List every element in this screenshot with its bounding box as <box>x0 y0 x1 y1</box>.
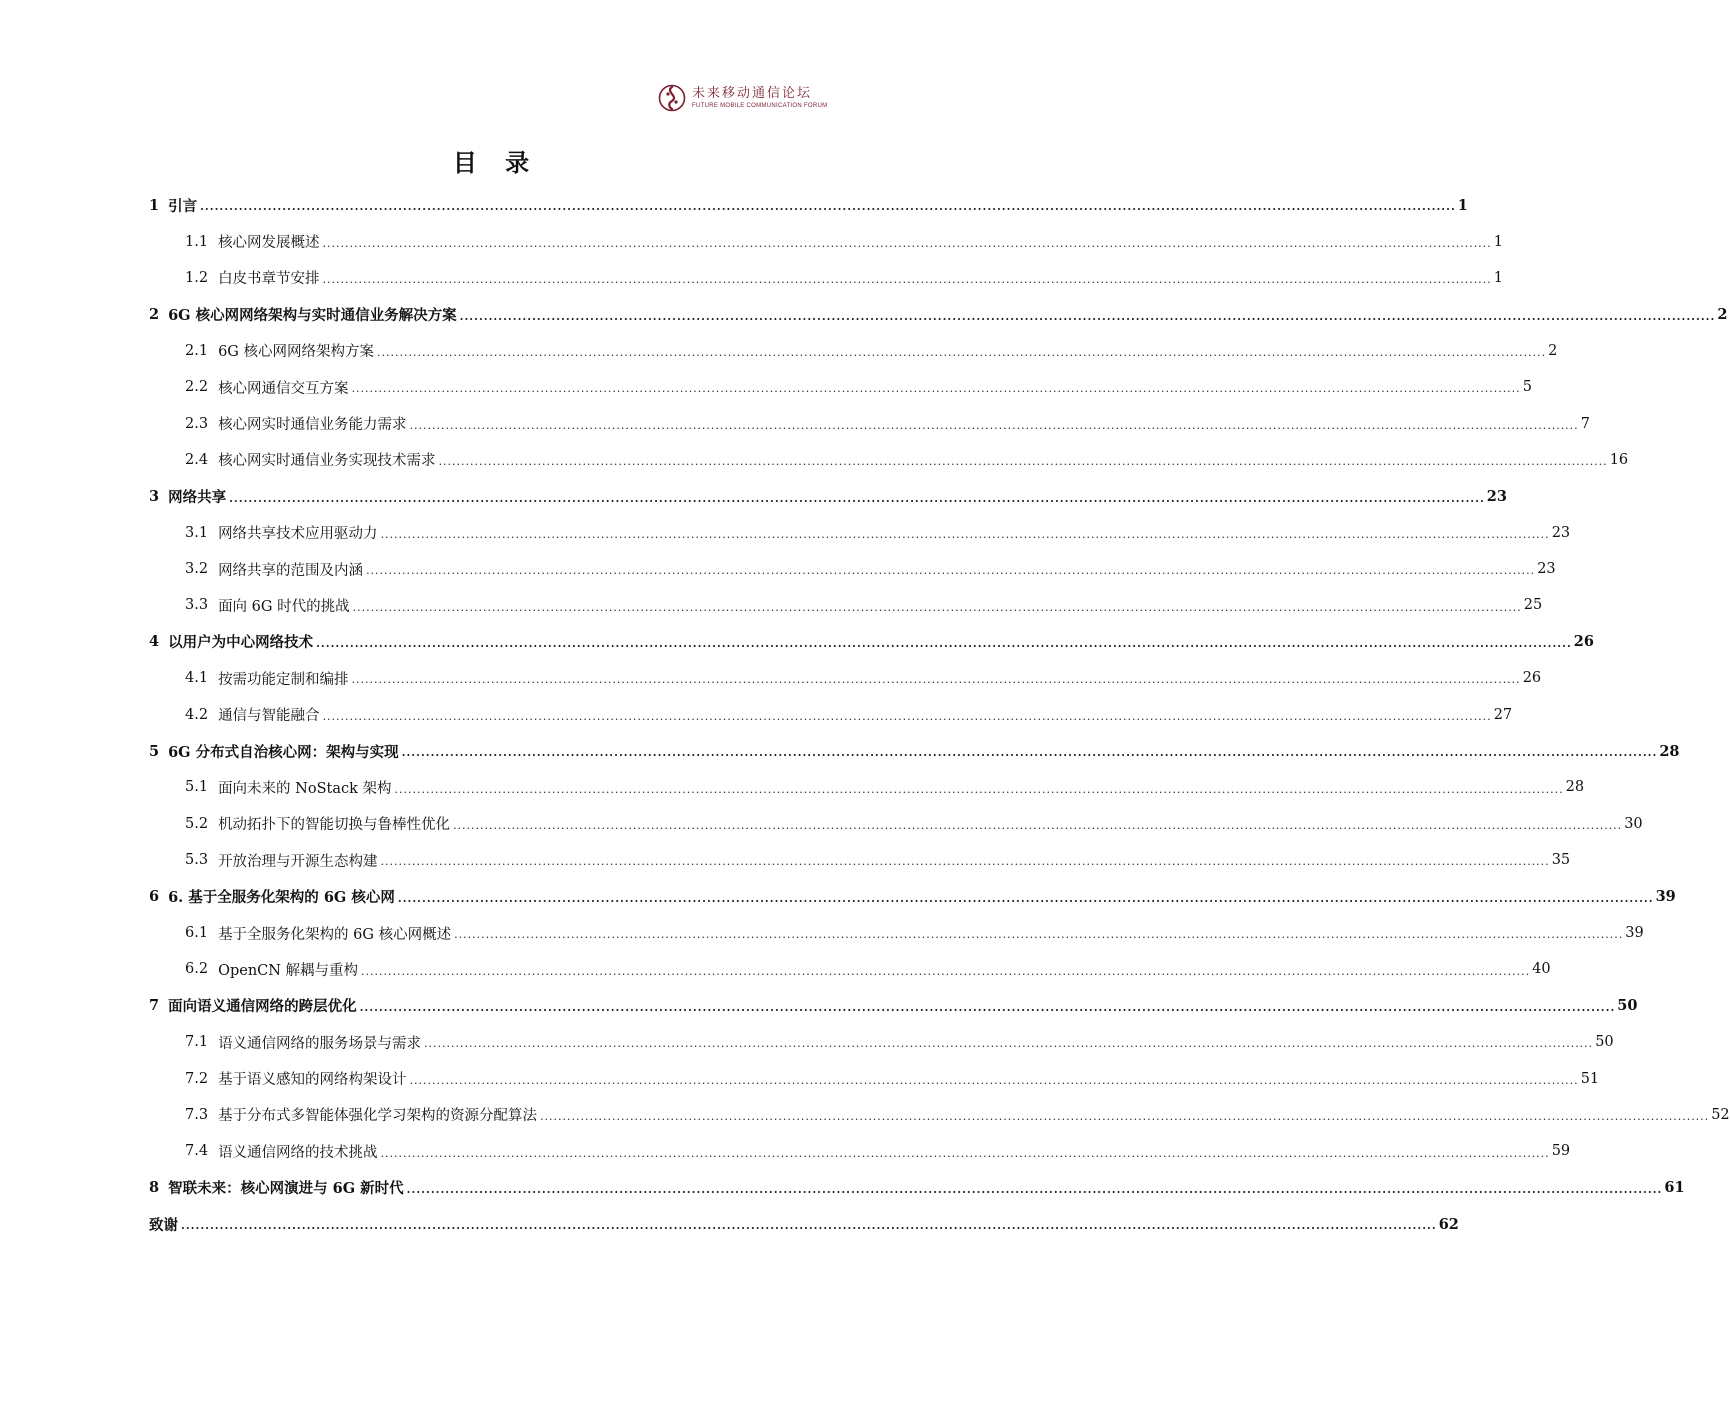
toc-entry-number: 6.2 <box>185 961 209 978</box>
toc-section-entry[interactable] <box>149 1024 1614 1060</box>
toc-page-number: 39 <box>1625 925 1644 941</box>
toc-page-number: 23 <box>1551 524 1571 541</box>
toc-entry-number: 3 <box>149 487 160 505</box>
toc-dot-leader: .................................................................................................................................................................................................................................................................... <box>322 236 1492 250</box>
toc-entry-title: 6G 核心网网络架构与实时通信业务解决方案 <box>168 306 457 324</box>
toc-entry-number: 3.2 <box>185 561 209 578</box>
toc-entry-number: 3.3 <box>185 597 209 614</box>
toc-section-entry[interactable] <box>149 660 1542 696</box>
toc-entry-number: 2 <box>149 305 160 323</box>
toc-dot-leader: .................................................................................................................................................................................................................................................................... <box>397 891 1654 905</box>
table-of-contents <box>149 187 1730 1242</box>
toc-page-number: 25 <box>1523 597 1543 614</box>
toc-dot-leader: .................................................................................................................................................................................................................................................................... <box>352 600 1522 614</box>
toc-page-number: 50 <box>1617 997 1638 1015</box>
toc-page-number: 35 <box>1551 852 1571 869</box>
toc-entry-title: 智联未来：核心网演进与 6G 新时代 <box>168 1180 404 1198</box>
toc-section-entry[interactable] <box>149 915 1644 951</box>
toc-entry-number: 2.3 <box>185 415 209 432</box>
toc-entry-title: 面向语义通信网络的跨层优化 <box>168 998 357 1016</box>
toc-entry-title: 网络共享 <box>168 488 227 506</box>
toc-page-number: 7 <box>1580 415 1590 432</box>
toc-dot-leader: .................................................................................................................................................................................................................................................................... <box>351 673 1521 687</box>
toc-section-entry[interactable] <box>149 551 1556 587</box>
toc-section-entry[interactable] <box>149 333 1558 369</box>
toc-section-entry[interactable] <box>149 260 1503 296</box>
toc-dot-leader: .................................................................................................................................................................................................................................................................... <box>322 709 1492 723</box>
toc-entry-title: 基于分布式多智能体强化学习架构的资源分配算法 <box>218 1108 538 1125</box>
toc-section-entry[interactable] <box>149 1060 1600 1096</box>
toc-section-entry[interactable] <box>149 806 1643 842</box>
toc-entry-title: 机动拓扑下的智能切换与鲁棒性优化 <box>218 817 451 834</box>
toc-entry-title: 语义通信网络的技术挑战 <box>218 1144 378 1161</box>
toc-chapter-entry[interactable] <box>149 187 1468 223</box>
toc-entry-title: OpenCN 解耦与重构 <box>218 962 359 979</box>
toc-chapter-entry[interactable] <box>149 296 1728 332</box>
toc-section-entry[interactable] <box>149 1097 1730 1133</box>
toc-page-number: 26 <box>1522 670 1542 687</box>
toc-page-number: 2 <box>1717 305 1728 323</box>
toc-dot-leader: .................................................................................................................................................................................................................................................................... <box>229 491 1485 505</box>
forum-logo <box>658 82 838 114</box>
toc-entry-number: 5 <box>149 742 160 760</box>
toc-entry-number: 1 <box>149 196 160 214</box>
toc-entry-title: 6. 基于全服务化架构的 6G 核心网 <box>168 889 395 907</box>
toc-page-number: 5 <box>1522 379 1532 396</box>
toc-page-number: 30 <box>1624 815 1643 832</box>
toc-dot-leader: .................................................................................................................................................................................................................................................................... <box>359 1000 1616 1014</box>
toc-dot-leader: .................................................................................................................................................................................................................................................................... <box>406 1182 1663 1196</box>
toc-entry-title: 开放治理与开源生态构建 <box>218 853 378 870</box>
toc-dot-leader: .................................................................................................................................................................................................................................................................... <box>424 1037 1594 1051</box>
toc-entry-title: 按需功能定制和编排 <box>218 671 349 688</box>
toc-section-entry[interactable] <box>149 696 1513 732</box>
toc-page-number: 2 <box>1548 342 1558 359</box>
logo-chinese-name: 未来移动通信论坛 <box>692 86 813 101</box>
toc-dot-leader: .................................................................................................................................................................................................................................................................... <box>380 1146 1550 1160</box>
toc-entry-number: 5.1 <box>185 779 209 796</box>
toc-entry-number: 2.1 <box>185 342 209 359</box>
toc-entry-title: 核心网发展概述 <box>218 235 320 252</box>
toc-entry-title: 核心网实时通信业务能力需求 <box>218 417 407 434</box>
toc-entry-number: 6.1 <box>185 925 209 941</box>
toc-dot-leader: .................................................................................................................................................................................................................................................................... <box>316 637 1572 651</box>
toc-section-entry[interactable] <box>149 951 1551 987</box>
toc-section-entry[interactable] <box>149 405 1590 441</box>
toc-section-entry[interactable] <box>149 769 1585 805</box>
toc-entry-title: 面向未来的 NoStack 架构 <box>218 780 392 797</box>
toc-dot-leader: .................................................................................................................................................................................................................................................................... <box>409 1073 1579 1087</box>
toc-entry-number: 5.3 <box>185 852 209 869</box>
toc-dot-leader: .................................................................................................................................................................................................................................................................... <box>376 345 1547 359</box>
toc-chapter-entry[interactable] <box>149 1206 1459 1242</box>
toc-entry-title: 6G 核心网网络架构方案 <box>218 344 374 361</box>
toc-dot-leader: .................................................................................................................................................................................................................................................................... <box>361 964 1531 978</box>
toc-entry-title: 以用户为中心网络技术 <box>168 634 314 652</box>
toc-entry-title: 基于全服务化架构的 6G 核心网概述 <box>218 926 452 943</box>
toc-chapter-entry[interactable] <box>149 733 1680 769</box>
toc-page-number: 62 <box>1438 1215 1459 1233</box>
toc-page-number: 1 <box>1457 196 1468 214</box>
toc-entry-number: 7.2 <box>185 1070 209 1087</box>
toc-page-number: 40 <box>1532 961 1551 978</box>
toc-entry-title: 白皮书章节安排 <box>218 271 320 288</box>
toc-entry-title: 核心网实时通信业务实现技术需求 <box>218 453 436 470</box>
toc-entry-number: 7.1 <box>185 1034 209 1051</box>
toc-page-number: 27 <box>1493 706 1513 723</box>
toc-entry-number: 7.3 <box>185 1106 209 1123</box>
logo-english-name: FUTURE MOBILE COMMUNICATION FORUM <box>692 103 828 109</box>
toc-dot-leader: .................................................................................................................................................................................................................................................................... <box>401 746 1658 760</box>
toc-entry-title: 网络共享技术应用驱动力 <box>218 526 378 543</box>
toc-page-number: 16 <box>1609 451 1629 468</box>
toc-entry-title: 6G 分布式自治核心网：架构与实现 <box>168 743 399 761</box>
toc-section-entry[interactable] <box>149 1133 1571 1169</box>
forum-logo-icon <box>658 84 686 112</box>
toc-dot-leader: .................................................................................................................................................................................................................................................................... <box>380 527 1550 541</box>
toc-entry-number: 4.1 <box>185 670 209 687</box>
toc-section-entry[interactable] <box>149 842 1571 878</box>
toc-dot-leader: .................................................................................................................................................................................................................................................................... <box>540 1110 1710 1124</box>
toc-chapter-entry[interactable] <box>149 988 1638 1024</box>
toc-chapter-entry[interactable] <box>149 1170 1685 1206</box>
toc-page-number: 51 <box>1580 1070 1600 1087</box>
toc-entry-title: 面向 6G 时代的挑战 <box>218 598 350 615</box>
toc-entry-number: 1.1 <box>185 233 209 250</box>
toc-page-number: 1 <box>1493 269 1503 286</box>
toc-entry-title: 语义通信网络的服务场景与需求 <box>218 1035 422 1052</box>
toc-entry-title: 基于语义感知的网络构架设计 <box>218 1072 407 1089</box>
toc-section-entry[interactable] <box>149 442 1629 478</box>
toc-chapter-entry[interactable] <box>149 624 1594 660</box>
toc-dot-leader: .................................................................................................................................................................................................................................................................... <box>200 200 1456 214</box>
logo-text <box>692 87 827 109</box>
toc-dot-leader: .................................................................................................................................................................................................................................................................... <box>351 382 1521 396</box>
toc-entry-number: 7 <box>149 997 160 1015</box>
toc-page-number: 39 <box>1655 888 1676 906</box>
toc-entry-number: 8 <box>149 1179 160 1197</box>
toc-entry-title: 通信与智能融合 <box>218 708 320 725</box>
toc-section-entry[interactable] <box>149 223 1503 259</box>
toc-dot-leader: .................................................................................................................................................................................................................................................................... <box>366 564 1536 578</box>
toc-dot-leader: .................................................................................................................................................................................................................................................................... <box>459 309 1716 323</box>
toc-entry-title: 网络共享的范围及内涵 <box>218 562 364 579</box>
toc-page-number: 59 <box>1551 1143 1571 1160</box>
toc-entry-number: 6 <box>149 888 160 906</box>
toc-page-number: 50 <box>1595 1034 1614 1051</box>
toc-entry-number: 3.1 <box>185 524 209 541</box>
toc-entry-number: 5.2 <box>185 815 209 832</box>
toc-entry-title: 核心网通信交互方案 <box>218 380 349 397</box>
toc-page-number: 28 <box>1659 742 1680 760</box>
toc-entry-number: 2.2 <box>185 379 209 396</box>
toc-entry-title: 致谢 <box>149 1216 178 1234</box>
toc-entry-title: 引言 <box>168 197 198 215</box>
toc-page-number: 26 <box>1573 633 1594 651</box>
toc-dot-leader: .................................................................................................................................................................................................................................................................... <box>394 782 1564 796</box>
toc-dot-leader: .................................................................................................................................................................................................................................................................... <box>322 273 1492 287</box>
toc-section-entry[interactable] <box>149 587 1543 623</box>
toc-entry-number: 4.2 <box>185 706 209 723</box>
toc-page-number: 1 <box>1493 233 1503 250</box>
toc-page-number: 52 <box>1711 1106 1730 1123</box>
toc-page-number: 28 <box>1565 779 1585 796</box>
toc-entry-number: 2.4 <box>185 451 209 468</box>
toc-dot-leader: .................................................................................................................................................................................................................................................................... <box>454 928 1624 942</box>
toc-page-number: 23 <box>1486 487 1507 505</box>
toc-dot-leader: .................................................................................................................................................................................................................................................................... <box>409 418 1579 432</box>
toc-page-number: 23 <box>1537 561 1556 578</box>
toc-dot-leader: .................................................................................................................................................................................................................................................................... <box>438 455 1608 469</box>
toc-dot-leader: .................................................................................................................................................................................................................................................................... <box>453 819 1623 833</box>
toc-page-number: 61 <box>1664 1179 1685 1197</box>
toc-dot-leader: .................................................................................................................................................................................................................................................................... <box>380 855 1550 869</box>
toc-entry-number: 7.4 <box>185 1143 209 1160</box>
toc-section-entry[interactable] <box>149 515 1571 551</box>
toc-entry-number: 1.2 <box>185 269 209 286</box>
toc-dot-leader: .................................................................................................................................................................................................................................................................... <box>181 1219 1437 1233</box>
toc-section-entry[interactable] <box>149 369 1532 405</box>
page-title: 目 录 <box>452 148 540 177</box>
toc-chapter-entry[interactable] <box>149 878 1676 914</box>
toc-entry-number: 4 <box>149 633 160 651</box>
toc-chapter-entry[interactable] <box>149 478 1507 514</box>
